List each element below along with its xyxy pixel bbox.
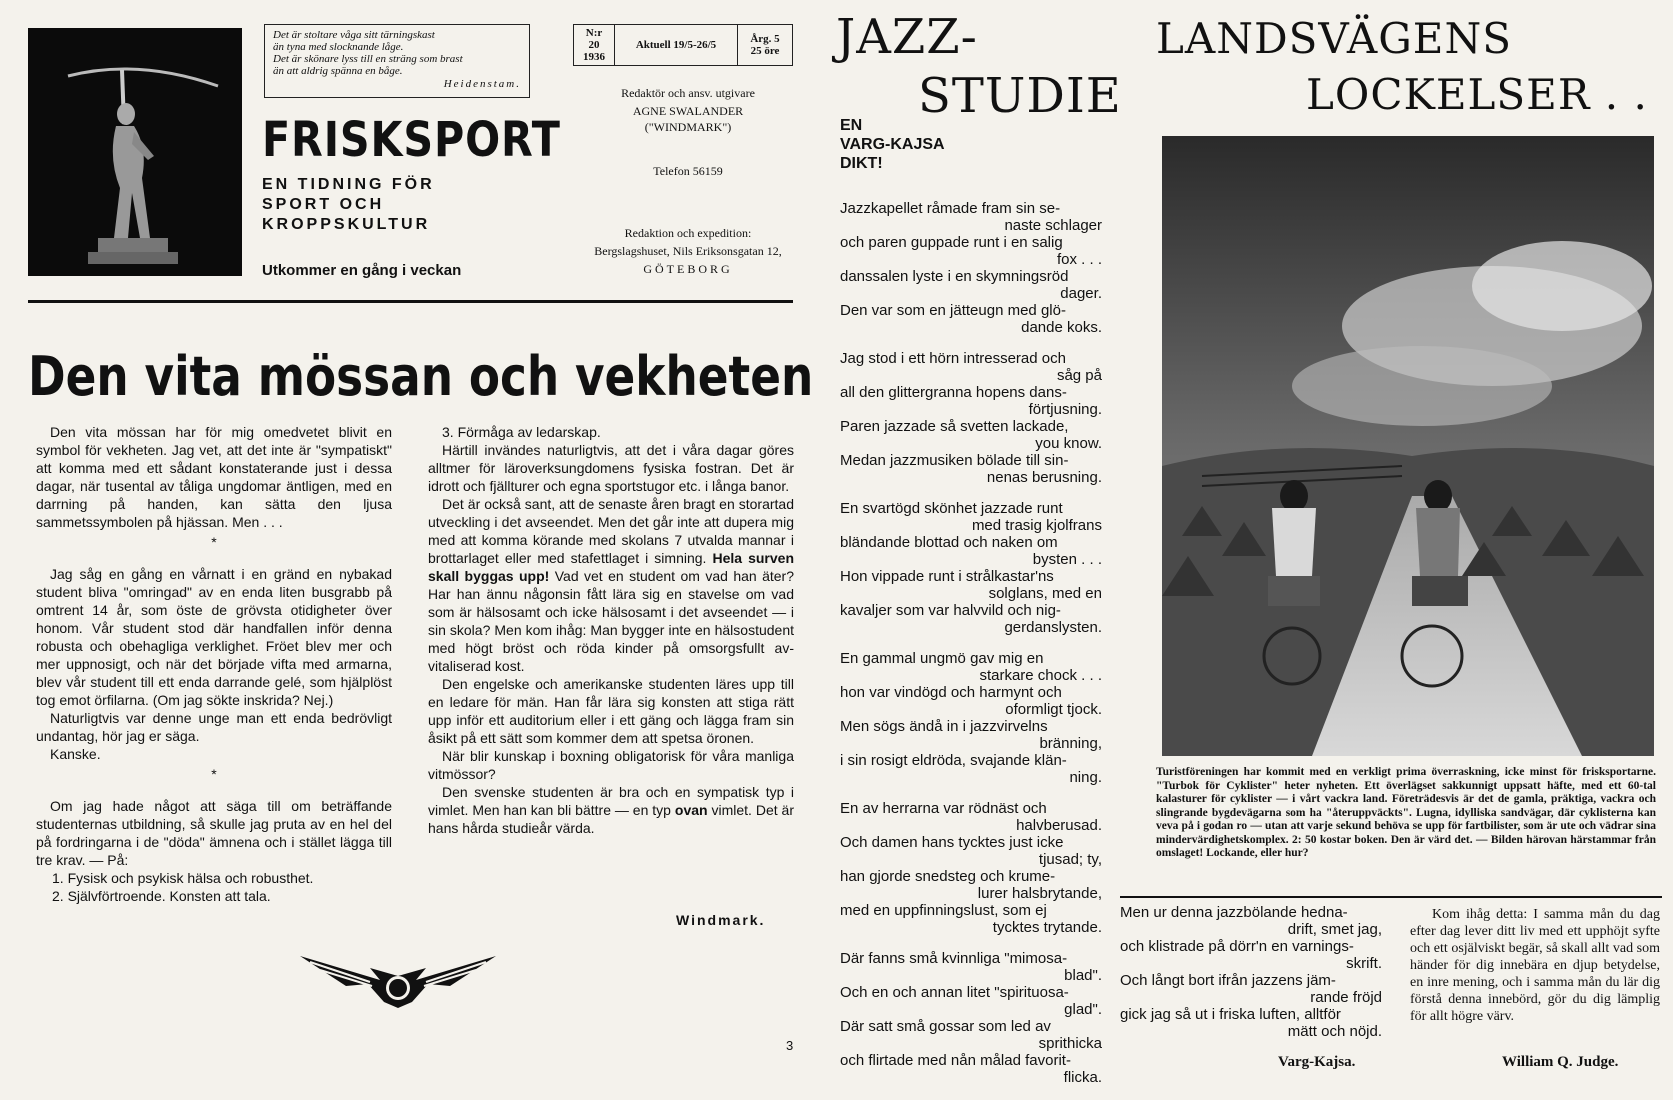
issue-nr: 20 bbox=[588, 39, 600, 51]
poem-line: gick jag så ut i friska luften, alltför bbox=[1120, 1006, 1341, 1023]
list-item: 2. Självförtroende. Konsten att tala. bbox=[52, 888, 271, 904]
quote-box bbox=[264, 24, 530, 98]
office-city: GÖTEBORG bbox=[643, 262, 733, 276]
editor-label: Redaktör och ansv. utgivare bbox=[621, 86, 755, 100]
poem-line: lurer halsbrytande, bbox=[977, 885, 1102, 902]
poem-line: halvberusad. bbox=[1016, 817, 1102, 834]
poem-line: och klistrade på dörr'n en varnings- bbox=[1120, 938, 1354, 955]
poem-line: bländande blottad och naken om bbox=[840, 534, 1058, 551]
office-label: Redaktion och expedition: bbox=[624, 226, 752, 240]
poem-line: fox . . . bbox=[1056, 251, 1102, 268]
judge-signature: William Q. Judge. bbox=[1502, 1054, 1619, 1070]
issue-nr-label: N:r bbox=[585, 27, 603, 39]
poem-line: glad". bbox=[1064, 1001, 1102, 1018]
masthead-divider bbox=[28, 300, 793, 303]
poem-line: starkare chock . . . bbox=[979, 667, 1102, 684]
feature-title-line-1: LANDSVÄGENS bbox=[1156, 14, 1512, 63]
poem-line: med trasig kjolfrans bbox=[971, 517, 1102, 534]
poem-line: mätt och nöjd. bbox=[1287, 1023, 1382, 1040]
poem-line: bränning, bbox=[1039, 735, 1102, 752]
editor-name: AGNE SWALANDER bbox=[632, 104, 744, 118]
poem-stanza bbox=[840, 500, 1102, 636]
list-item: 3. Förmåga av ledarskap. bbox=[442, 424, 601, 440]
poem-line: En svartögd skönhet jazzade runt bbox=[840, 500, 1063, 517]
separator-star: * bbox=[211, 534, 217, 550]
quote-line: Det är stoltare våga sitt tärningskast bbox=[273, 29, 435, 41]
paragraph: Kanske. bbox=[50, 746, 101, 762]
editor-alias: ("WINDMARK") bbox=[644, 120, 732, 134]
poem-line: ning. bbox=[1069, 769, 1102, 786]
issue-volume: Årg. 5 bbox=[750, 33, 780, 45]
issue-year: 1936 bbox=[583, 51, 605, 63]
article-signature: Windmark. bbox=[676, 912, 766, 928]
feature-title-line-2: LOCKELSER . . bbox=[1306, 70, 1648, 119]
separator-star: * bbox=[211, 766, 217, 782]
issue-current: Aktuell 19/5-26/5 bbox=[615, 25, 738, 65]
paragraph: Naturligtvis var denne unge man ett enda bedrövligt undantag, hör jag er säga. bbox=[36, 710, 392, 744]
paragraph: Jag såg en gång en vårnatt i en gränd en nybakad student bliva "omringad" av en enda liten busgrabb på omtrent 14 år, som öste de grövsta otidigheter över honom. Vår student stod där handfallen inför denna robusta och obehagliga verklighet. Fröet blev mer och mer uppnosigt, och när det började vifta med armarna, blev vår student till ett enda darrande gelé, som hjälplöst tog emot örfilarna. (Om jag sökte inskrida? Nej.) bbox=[36, 566, 392, 708]
poem-line: och flirtade med nån målad favorit- bbox=[840, 1052, 1071, 1069]
poem-line: dager. bbox=[1060, 285, 1102, 302]
poem-line: han gjorde snedsteg och krume- bbox=[840, 868, 1056, 885]
poem-title-line-1: JAZZ- bbox=[836, 9, 978, 65]
poem-body bbox=[840, 200, 1102, 1100]
poem-line: tycktes trytande. bbox=[992, 919, 1102, 936]
frequency: Utkommer en gång i veckan bbox=[262, 262, 462, 279]
poem-line: Jag stod i ett hörn intresserad och bbox=[840, 350, 1066, 367]
paragraph-text: Vad vet en student om vad han äter? Har han ännu någonsin fått lära sig en stavelse om vad som är hälsosamt och icke hälsosamt i det avseendet — i sin skola? Men kom ihåg: Man bygger inte en hälsostudent med högt bröst och röda kinder på omsorgsfullt av-vitaliserad kost. bbox=[428, 568, 795, 674]
poem-line: bysten . . . bbox=[1032, 551, 1102, 568]
list-item: 1. Fysisk och psykisk hälsa och robusthet. bbox=[52, 870, 314, 886]
main-headline: Den vita mössan och vekheten bbox=[28, 345, 814, 408]
poem-line: drift, smet jag, bbox=[1287, 921, 1382, 938]
poem-line: blad". bbox=[1064, 967, 1102, 984]
poem-line: nenas berusning. bbox=[986, 469, 1102, 486]
poem-line: all den glittergranna hopens dans- bbox=[840, 384, 1067, 401]
quote-line: än tyna med slocknande låge. bbox=[273, 41, 404, 53]
eagle-emblem bbox=[300, 950, 496, 1010]
issue-price: 25 öre bbox=[750, 45, 780, 57]
poem-line: Där satt små gossar som led av bbox=[840, 1018, 1051, 1035]
poem-line: flicka. bbox=[1063, 1069, 1102, 1086]
tagline-line: KROPPSKULTUR bbox=[262, 216, 431, 233]
tagline-line: EN TIDNING FÖR bbox=[262, 176, 435, 193]
poem-line: och paren guppade runt i en salig bbox=[840, 234, 1063, 251]
poem-line: Där fanns små kvinnliga "mimosa- bbox=[840, 950, 1068, 967]
poem-line: i sin rosigt eldröda, svajande klän- bbox=[840, 752, 1067, 769]
tagline-line: SPORT OCH bbox=[262, 196, 385, 213]
poem-stanza bbox=[840, 650, 1102, 786]
poem-line: Men ur denna jazzbölande hedna- bbox=[1120, 904, 1348, 921]
paragraph: Den vita mössan har för mig omedvetet blivit en symbol för vekheten. Jag vet, att det inte är "sympatiskt" att komma med ett sådant konstaterande just i dessa dagar, när tusental av tåliga ungdomar äntligen, med en darrning på handen, kan sätta den ljusa sammetssymbolen på hjässan. Men . . . bbox=[36, 424, 392, 530]
poem-line: solglans, med en bbox=[988, 585, 1102, 602]
poem-line: Jazzkapellet råmade fram sin se- bbox=[840, 200, 1061, 217]
poem-subtitle-line: VARG-KAJSA bbox=[840, 136, 945, 153]
phone: Telefon 56159 bbox=[653, 164, 723, 178]
paragraph bbox=[428, 783, 794, 837]
brand-title: FRISKSPORT bbox=[262, 112, 561, 168]
poem-subtitle bbox=[840, 116, 945, 173]
paragraph-text: vimlet. Det är hans hårda studieår värda. bbox=[428, 802, 795, 836]
statue-illustration bbox=[28, 28, 242, 276]
poem-line: med en uppfinningslust, som ej bbox=[840, 902, 1047, 919]
issue-box bbox=[573, 24, 793, 66]
article-column-1 bbox=[36, 423, 392, 905]
quote-line: Det är skönare lyss till en sträng som brast bbox=[273, 53, 463, 65]
poem-line: hon var vindögd och harmynt och bbox=[840, 684, 1062, 701]
poem-line: kavaljer som var halvvild och nig- bbox=[840, 602, 1061, 619]
poem-subtitle-line: EN bbox=[840, 117, 863, 134]
judge-text: Kom ihåg detta: I samma mån du dag efter dag lever ditt liv med ett upphöjt syfte och ett osjälviskt begär, så skall allt vad som händer för dig innebära en djup betydelse, en inre mening, och i samma mån du lär dig förstå denna innebörd, gör du dig lämplig för allt högre värv. bbox=[1410, 907, 1660, 1024]
poem-line: tjusad; ty, bbox=[1038, 851, 1102, 868]
poem-stanza bbox=[840, 950, 1102, 1086]
page-number: 3 bbox=[786, 1038, 794, 1053]
poem-line: Medan jazzmusiken bölade till sin- bbox=[840, 452, 1069, 469]
emphasis: Hela surven skall byggas upp! bbox=[428, 550, 795, 584]
poem-line: you know. bbox=[1035, 435, 1102, 452]
poem-line: Och långt bort ifrån jazzens jäm- bbox=[1120, 972, 1336, 989]
paragraph bbox=[428, 495, 794, 675]
paragraph: Om jag hade något att säga till om beträffande studenternas utbildning, så skulle jag pruta av en hel del på fordringarna i de "döda" ämnena och i stället lägga till tre krav. — På: bbox=[36, 798, 392, 868]
emphasis: ovan bbox=[674, 802, 708, 818]
poem-stanza bbox=[840, 200, 1102, 336]
poem-line: sprithicka bbox=[1038, 1035, 1102, 1052]
poem-line: förtjusning. bbox=[1028, 401, 1102, 418]
judge-quote bbox=[1410, 906, 1660, 1025]
office-address: Bergslagshuset, Nils Eriksonsgatan 12, bbox=[594, 244, 782, 258]
paragraph: Härtill invändes naturligtvis, att det i våra dagar göres alltmer för läroverksungdomens fysiska fostran. Det är idrott och fjällturer och egna sportstugor etc. i långa banor. bbox=[428, 442, 794, 494]
poem-signature: Varg-Kajsa. bbox=[1278, 1054, 1356, 1070]
poem-line: Och en och annan litet "spirituosa- bbox=[840, 984, 1069, 1001]
poem-line: Men sögs ändå in i jazzvirvelns bbox=[840, 718, 1048, 735]
poem-line: Och damen hans tycktes just icke bbox=[840, 834, 1064, 851]
poem-line: oformligt tjock. bbox=[1005, 701, 1102, 718]
cyclists-photo bbox=[1162, 136, 1654, 756]
poem-line: danssalen lyste i en skymningsröd bbox=[840, 268, 1069, 285]
poem-line: En gammal ungmö gav mig en bbox=[840, 650, 1044, 667]
poem-line: gerdanslysten. bbox=[1004, 619, 1102, 636]
quote-line: än att aldrig spänna en båge. bbox=[273, 65, 403, 77]
section-divider bbox=[1120, 896, 1662, 898]
poem-line: naste schlager bbox=[1004, 217, 1102, 234]
poem-line: Hon vippade runt i strålkastar'ns bbox=[840, 568, 1054, 585]
paragraph: När blir kunskap i boxning obligatorisk för våra manliga vitmössor? bbox=[428, 748, 794, 782]
poem-line: skrift. bbox=[1346, 955, 1382, 972]
poem-line: Paren jazzade så svetten lackade, bbox=[840, 418, 1069, 435]
poem-stanza bbox=[840, 800, 1102, 936]
poem-title-line-2: STUDIE bbox=[918, 68, 1122, 124]
paragraph: Den engelske och amerikanske studenten läres upp till en ledare för män. Han får lära sig konsten att stiga rätt upp inför ett auditorium eller i ett gäng och lägga fram sin åsikt på ett sätt som kommer dem att spetsa öronen. bbox=[428, 676, 794, 746]
article-column-2 bbox=[428, 423, 794, 837]
poem-line: En av herrarna var rödnäst och bbox=[840, 800, 1047, 817]
poem-stanza bbox=[840, 350, 1102, 486]
poem-subtitle-line: DIKT! bbox=[840, 155, 883, 172]
poem-final-stanza bbox=[1120, 904, 1382, 1040]
paragraph-text: Det är också sant, att de senaste åren bragt en storartad utveckling i det avseendet. Men det går inte att dupera mig med att komma körande med skolans 7 utvalda mannar i brottarlaget eller med stafettlaget i simning. bbox=[428, 496, 794, 566]
paragraph-text: Den svenske studenten är bra och en sympatisk typ i vimlet. Men han kan bli bättre — en typ bbox=[428, 784, 794, 818]
photo-caption: Turistföreningen har kommit med en verkligt prima överraskning, icke minst för frisksportarne. "Turbok för Cyklister" heter nyheten. Ett överlägset sakkunnigt uppsatt häfte, med ett 60-tal kalasturer för cyklister — i vårt vackra land. Företrädesvis är det de gamla, präktiga, vackra och slingrande bygdevägarna som ha "återuppväckts". Lugna, idylliska sandvägar, där cyklisterna kan veva på i godan ro — utan att varje sekund behöva se upp för fartbilister, som är ute och vädrar sina mindervärdighetskomplex. 2: 50 kostar boken. Den är värd det. — Bilden härovan härstammar från omslaget! Lockande, eller hur? bbox=[1156, 766, 1656, 859]
poem-line: rande fröjd bbox=[1310, 989, 1382, 1006]
poem-line: dande koks. bbox=[1021, 319, 1102, 336]
quote-attribution: Heidenstam. bbox=[443, 78, 521, 90]
poem-line: såg på bbox=[1056, 367, 1102, 384]
poem-line: Den var som en jätteugn med glö- bbox=[840, 302, 1066, 319]
